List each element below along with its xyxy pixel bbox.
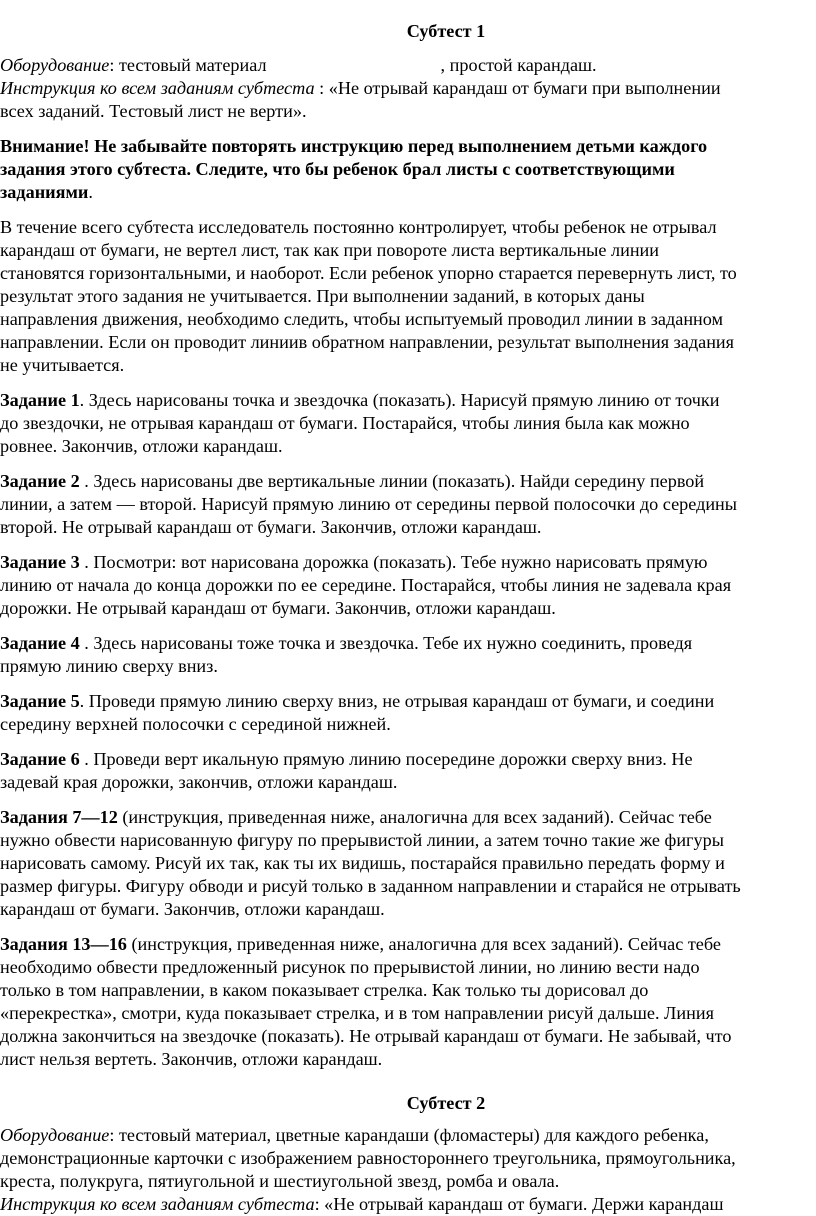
intro-line: В течение всего субтеста исследователь постоянно контролирует, чтобы ребенок не отрывал	[0, 217, 717, 237]
task-2: Задание 2 . Здесь нарисованы две вертикальные линии (показать). Найди середину первой	[0, 471, 705, 491]
subtest-2-equipment: Оборудование: тестовый материал, цветные карандаши (фломастеры) для каждого ребенка,	[0, 1125, 709, 1145]
attention-line-2: задания этого субтеста. Следите, что бы ребенок брал листы с соответствующими	[0, 159, 675, 179]
tasks-13-16-line: только в том направлении, в каком показывает стрелка. Как только ты дорисовал до	[0, 980, 649, 1000]
tasks-13-16-line: необходимо обвести предложенный рисунок по прерывистой линии, но линию вести надо	[0, 957, 700, 977]
intro-line: становятся горизонтальными, и наоборот. Если ребенок упорно старается перевернуть лист, то	[0, 263, 737, 283]
task-2-line-2: линии, а затем — второй. Нарисуй прямую линию от середины первой полосочки до середины	[0, 494, 738, 514]
task-3-line-2: линию от начала до конца дорожки по ее середине. Постарайся, чтобы линия не задевала края	[0, 575, 732, 595]
task-3: Задание 3 . Посмотри: вот нарисована дорожка (показать). Тебе нужно нарисовать прямую	[0, 552, 708, 572]
intro-line: результат этого задания не учитывается. При выполнении заданий, в которых даны	[0, 286, 645, 306]
intro-line: направления движения, необходимо следить, чтобы испытуемый проводил линии в заданном	[0, 309, 724, 329]
task-5-line-2: середину верхней полосочки с серединой нижней.	[0, 714, 391, 734]
tasks-7-12: Задания 7—12 (инструкция, приведенная ниже, аналогична для всех заданий). Сейчас тебе	[0, 807, 712, 827]
tasks-7-12-line: нужно обвести нарисованную фигуру по прерывистой линии, а затем точно такие же фигуры	[0, 830, 724, 850]
tasks-7-12-line: нарисовать самому. Рисуй их так, как ты их видишь, постарайся правильно передать форму и	[0, 853, 725, 873]
task-3-line-3: дорожки. Не отрывай карандаш от бумаги. Закончив, отложи карандаш.	[0, 598, 556, 618]
attention-line-1: Внимание! Не забывайте повторять инструкцию перед выполнением детьми каждого	[0, 136, 708, 156]
task-1-line-3: ровнее. Закончив, отложи карандаш.	[0, 436, 283, 456]
tasks-13-16-line: лист нельзя вертеть. Закончив, отложи карандаш.	[0, 1049, 383, 1069]
task-4: Задание 4 . Здесь нарисованы тоже точка и звездочка. Тебе их нужно соединить, проведя	[0, 633, 693, 653]
subtest-2-title: Субтест 2	[406, 1093, 486, 1113]
task-2-line-3: второй. Не отрывай карандаш от бумаги. Закончив, отложи карандаш.	[0, 517, 542, 537]
tasks-7-12-line: карандаш от бумаги. Закончив, отложи карандаш.	[0, 899, 385, 919]
intro-line: направлении. Если он проводит линиив обратном направлении, результат выполнения задания	[0, 332, 735, 352]
attention-line-3: заданиями.	[0, 182, 93, 202]
subtest-1-instruction: Инструкция ко всем заданиям субтеста : «Не отрывай карандаш от бумаги при выполнении	[0, 78, 721, 98]
task-4-line-2: прямую линию сверху вниз.	[0, 656, 218, 676]
intro-line: не учитывается.	[0, 355, 125, 375]
task-6-line-2: задевай края дорожки, закончив, отложи карандаш.	[0, 772, 398, 792]
tasks-13-16-line: должна закончиться на звездочке (показать). Не отрывай карандаш от бумаги. Не забывай, что	[0, 1026, 732, 1046]
tasks-7-12-line: размер фигуры. Фигуру обводи и рисуй только в заданном направлении и старайся не отрывать	[0, 876, 741, 896]
subtest-1-instruction-line-2: всех заданий. Тестовый лист не верти».	[0, 101, 307, 121]
tasks-13-16-line: «перекрестка», смотри, куда показывает стрелка, и в том направлении рисуй дальше. Линия	[0, 1003, 714, 1023]
subtest-2-instruction: Инструкция ко всем заданиям субтеста: «Не отрывай карандаш от бумаги. Держи карандаш	[0, 1194, 724, 1214]
subtest-2-equipment-line-2: демонстрационные карточки с изображением равностороннего треугольника, прямоугольника,	[0, 1148, 736, 1168]
task-6: Задание 6 . Проведи верт икальную прямую линию посередине дорожки сверху вниз. Не	[0, 749, 693, 769]
task-1: Задание 1. Здесь нарисованы точка и звездочка (показать). Нарисуй прямую линию от точки	[0, 390, 720, 410]
subtest-1-equipment: Оборудование: тестовый материал , простой карандаш.	[0, 55, 597, 75]
subtest-1-title: Субтест 1	[406, 21, 486, 41]
task-5: Задание 5. Проведи прямую линию сверху вниз, не отрывая карандаш от бумаги, и соедини	[0, 691, 715, 711]
task-1-line-2: до звездочки, не отрывая карандаш от бумаги. Постарайся, чтобы линия была как можно	[0, 413, 690, 433]
tasks-13-16: Задания 13—16 (инструкция, приведенная ниже, аналогична для всех заданий). Сейчас тебе	[0, 934, 721, 954]
intro-line: карандаш от бумаги, не вертел лист, так как при повороте листа вертикальные линии	[0, 240, 660, 260]
subtest-2-equipment-line-3: креста, полукруга, пятиугольной и шестиугольной звезд, ромба и овала.	[0, 1171, 560, 1191]
